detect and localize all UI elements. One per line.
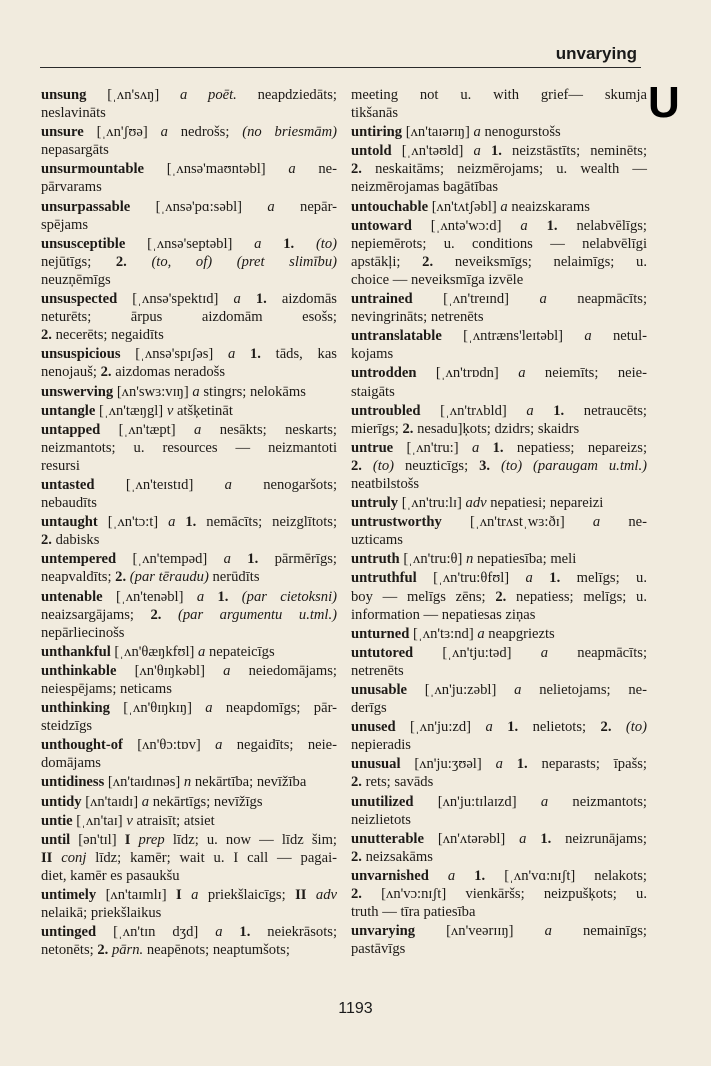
entry-continuation-line: pārvarams: [41, 179, 102, 196]
dictionary-entry: [41, 86, 337, 122]
dictionary-entry: [351, 513, 647, 549]
entry-continuation-line: neatbilstošs: [351, 475, 420, 492]
entry-line: unsung [ˌʌn'sʌŋ] a poēt. neapdziedāts;: [41, 87, 337, 103]
entry-continuation-line: domājams: [41, 755, 101, 772]
entry-continuation-line: neizmērojamas bagātības: [351, 179, 499, 196]
dictionary-entry: [41, 513, 337, 549]
dictionary-entry: [351, 644, 647, 680]
entry-continuation-line: nelaikā; priekšlaikus: [41, 905, 162, 922]
entry-continuation-line: nejūtīgs; 2. (to, of) (pret slimību): [41, 253, 337, 270]
dictionary-entry: [351, 402, 647, 438]
entry-line: untruth [ˌʌn'tru:θ] n nepatiesība; meli: [351, 551, 577, 568]
entry-line: unusual [ʌn'ju:ʒʊəl] a 1. neparasts; īpašs;: [351, 756, 647, 773]
entry-line: untouchable [ʌn'tʌtʃəbl] a neaizskarams: [351, 198, 590, 215]
entry-continuation-line: 2. (to) neuzticīgs; 3. (to) (paraugam u.tml.): [351, 457, 647, 474]
dictionary-entry: [351, 922, 647, 958]
left-column: [41, 86, 337, 960]
dictionary-entry: [41, 383, 337, 401]
entry-continuation-line: staigāts: [351, 383, 395, 400]
dictionary-entry: [351, 718, 647, 754]
entry-line: untaught [ˌʌn'tɔ:t] a 1. nemācīts; neizglītots;: [41, 514, 337, 531]
entry-continuation-line: neiespējams; neticams: [41, 681, 172, 697]
header-rule: [40, 67, 641, 68]
entry-continuation-line: nenojauš; 2. aizdomas neradošs: [41, 364, 226, 381]
entry-continuation-line: tikšanās: [351, 105, 399, 122]
entry-continuation-line: spējams: [41, 216, 89, 233]
dictionary-entry: [41, 550, 337, 586]
dictionary-entry: [41, 123, 337, 159]
dictionary-entry: [351, 198, 647, 216]
dictionary-entry: [41, 198, 337, 234]
entry-continuation-line: pastāvīgs: [351, 941, 406, 958]
dictionary-entry: [351, 681, 647, 717]
entry-continuation-line: nevingrināts; netrenēts: [351, 309, 484, 326]
entry-continuation-line: 2. [ʌn'vɔ:nɪʃt] vienkāršs; neizpušķots; u.: [351, 886, 647, 903]
entry-continuation-line: nepieradis: [351, 737, 411, 754]
entry-line: unused [ˌʌn'ju:zd] a 1. nelietots; 2. (to): [351, 719, 647, 736]
entry-continuation-line: 2. rets; savāds: [351, 774, 434, 791]
entry-continuation-line: neslavināts: [41, 105, 106, 122]
dictionary-entry: [41, 421, 337, 475]
entry-continuation-line: derīgs: [351, 700, 387, 717]
entry-line: untapped [ˌʌn'tæpt] a nesākts; neskarts;: [41, 421, 337, 438]
entry-continuation-line: truth — tīra patiesība: [351, 904, 476, 921]
entry-line: unvarying [ʌn'veərɪɪŋ] a nemainīgs;: [351, 923, 647, 940]
entry-line: unsuspicious [ˌʌnsə'spɪʃəs] a 1. tāds, kas: [41, 346, 337, 363]
dictionary-entry: [41, 402, 337, 420]
entry-continuation-line: boy — melīgs zēns; 2. nepatiess; melīgs; u.: [351, 588, 647, 605]
entry-line: unsurpassable [ˌʌnsə'pɑ:səbl] a nepār-: [41, 198, 338, 215]
entry-line: untrue [ˌʌn'tru:] a 1. nepatiess; nepareizs;: [351, 439, 647, 456]
dictionary-entry: [351, 625, 647, 643]
entry-continuation-line: nepasargāts: [41, 142, 109, 159]
dictionary-entry: [41, 773, 337, 791]
dictionary-entry: [41, 812, 337, 830]
entry-line: unthought-of [ʌn'θɔ:tɒv] a negaidīts; neie-: [41, 737, 337, 754]
dictionary-entry: [41, 886, 337, 922]
entry-continuation-line: netonēts; 2. pārn. neapēnots; neaptumšots;: [41, 942, 290, 959]
entry-line: untiring [ʌn'taɪərɪŋ] a nenogurstošs: [351, 124, 561, 141]
dictionary-entry: [351, 755, 647, 791]
entry-line: unsure [ˌʌn'ʃʊə] a nedrošs; (no briesmām): [41, 124, 337, 141]
dictionary-entry: [351, 290, 647, 326]
entry-continuation-line: neizlietots: [351, 811, 411, 828]
entry-line: untimely [ʌn'taɪmlɪ] I a priekšlaicīgs; II adv: [41, 887, 337, 904]
page-number: 1193: [338, 1000, 373, 1017]
entry-line: unutterable [ʌn'ʌtərəbl] a 1. neizrunājams;: [351, 830, 647, 847]
entry-line: unsurmountable [ˌʌnsə'maʊntəbl] a ne-: [41, 161, 337, 178]
thumb-index-letter: U: [648, 78, 680, 127]
entry-line: unsuspected [ˌʌnsə'spektɪd] a 1. aizdomās: [41, 291, 337, 308]
entry-line: untutored [ˌʌn'tju:təd] a neapmācīts;: [351, 644, 647, 661]
entry-continuation-line: information — nepatiesas ziņas: [351, 606, 536, 623]
entry-line: untrustworthy [ˌʌn'trʌstˌwɜ:ðɪ] a ne-: [351, 514, 647, 531]
dictionary-entry: [351, 494, 647, 512]
dictionary-entry: [351, 439, 647, 493]
entry-continuation-line: 2. neskaitāms; neizmērojams; u. wealth —: [351, 161, 647, 178]
entry-line: unthankful [ˌʌn'θæŋkfʊl] a nepateicīgs: [41, 643, 275, 660]
entry-line: untroubled [ˌʌn'trʌbld] a 1. netraucēts;: [351, 402, 647, 419]
entry-continuation-line: neizmantots; u. resources — neizmantoti: [41, 439, 337, 456]
dictionary-entry: [41, 793, 337, 811]
entry-continuation-line: kojams: [351, 346, 394, 363]
entry-line: unutilized [ʌn'ju:tɪlaɪzd] a neizmantots;: [351, 793, 647, 810]
entry-line: meeting not u. with grief— skumja: [351, 87, 647, 103]
dictionary-entry: [41, 160, 337, 196]
dictionary-entry: [351, 830, 647, 866]
entry-line: unthinkable [ʌn'θɪŋkəbl] a neiedomājams;: [41, 662, 337, 679]
entry-line: untie [ˌʌn'taɪ] v atraisīt; atsiet: [41, 812, 215, 829]
dictionary-entry: [41, 662, 337, 698]
entry-line: untempered [ˌʌn'tempəd] a 1. pārmērīgs;: [41, 551, 337, 568]
entry-line: untrained [ˌʌn'treɪnd] a neapmācīts;: [351, 291, 647, 308]
entry-continuation-line: nebaudīts: [41, 495, 97, 512]
dictionary-entry: [351, 123, 647, 141]
right-column: [351, 86, 647, 959]
entry-line: untinged [ˌʌn'tɪn dʒd] a 1. neiekrāsots;: [41, 924, 337, 941]
dictionary-entry: [41, 476, 337, 512]
entry-line: unthinking [ˌʌn'θɪŋkɪŋ] a neapdomīgs; pār-: [41, 700, 337, 717]
entry-continuation-line: choice — neveiksmīga izvēle: [351, 271, 524, 288]
dictionary-entry: [351, 364, 647, 400]
dictionary-entry: [351, 867, 647, 921]
entry-line: untangle [ˌʌn'tæŋgl] v atšķetināt: [41, 402, 233, 419]
entry-continuation-line: steidzīgs: [41, 718, 93, 735]
dictionary-entry: [41, 831, 337, 885]
entry-continuation-line: diet, kamēr es pasaukšu: [41, 867, 180, 884]
entry-line: untoward [ˌʌntə'wɔ:d] a 1. nelabvēlīgs;: [351, 217, 647, 234]
entry-line: untasted [ˌʌn'teɪstɪd] a nenogaršots;: [41, 476, 337, 493]
entry-line: untruthful [ˌʌn'tru:θfʊl] a 1. melīgs; u.: [351, 570, 648, 587]
dictionary-entry: [41, 736, 337, 772]
dictionary-entry: [41, 235, 337, 289]
entry-continuation-line: neuzņēmīgs: [41, 271, 111, 288]
entry-line: until [ən'tɪl] I prep līdz; u. now — līdz šim;: [41, 831, 337, 848]
dictionary-entry: [351, 142, 647, 196]
entry-line: unturned [ˌʌn'tɜ:nd] a neapgriezts: [351, 625, 555, 642]
dictionary-entry: [41, 923, 337, 959]
entry-line: untidiness [ʌn'taɪdɪnəs] n nekārtība; nevīžība: [41, 774, 307, 791]
entry-line: unusable [ˌʌn'ju:zəbl] a nelietojams; ne-: [351, 682, 648, 698]
entry-line: unsusceptible [ˌʌnsə'septəbl] a 1. (to): [41, 235, 338, 252]
dictionary-entry: [41, 588, 337, 642]
dictionary-entry: [351, 550, 647, 568]
entry-continuation-line: apstākļi; 2. neveiksmīgs; nelaimīgs; u.: [351, 253, 647, 270]
entry-continuation-line: mierīgs; 2. nesadu]ķots; dzidrs; skaidrs: [351, 420, 580, 437]
entry-line: unswerving [ʌn'swɜ:vɪŋ] a stingrs; nelokāms: [41, 383, 306, 400]
entry-continuation-line: II conj līdz; kamēr; wait u. I call — pagai-: [41, 849, 337, 866]
entry-line: untrodden [ˌʌn'trɒdn] a neiemīts; neie-: [351, 365, 647, 382]
dictionary-entry: [351, 217, 647, 289]
entry-continuation-line: nepārliecinošs: [41, 624, 125, 641]
dictionary-entry: [351, 569, 647, 623]
entry-line: untruly [ˌʌn'tru:lɪ] adv nepatiesi; nepareizi: [351, 495, 604, 512]
dictionary-entry: [41, 345, 337, 381]
dictionary-entry: [351, 86, 647, 122]
dictionary-entry: [351, 793, 647, 829]
entry-continuation-line: neaizsargājams; 2. (par argumentu u.tml.): [41, 606, 337, 623]
entry-continuation-line: 2. necerēts; negaidīts: [41, 327, 164, 344]
entry-continuation-line: neapvaldīts; 2. (par tēraudu) nerūdīts: [41, 569, 260, 586]
entry-continuation-line: neturēts; ārpus aizdomām esošs;: [41, 309, 337, 326]
dictionary-entry: [41, 699, 337, 735]
entry-continuation-line: uzticams: [351, 532, 403, 549]
entry-line: untidy [ʌn'taɪdɪ] a nekārtīgs; nevīžīgs: [41, 793, 263, 810]
entry-continuation-line: 2. neizsakāms: [351, 848, 433, 865]
entry-line: unvarnished a 1. [ˌʌn'vɑ:nɪʃt] nelakots;: [351, 867, 647, 884]
entry-continuation-line: resursi: [41, 457, 80, 474]
entry-line: untenable [ˌʌn'tenəbl] a 1. (par cietoksni): [41, 588, 337, 605]
dictionary-entry: [41, 290, 337, 344]
entry-line: untranslatable [ˌʌntræns'leɪtəbl] a netul-: [351, 328, 647, 345]
entry-line: untold [ˌʌn'təʊld] a 1. neizstāstīts; neminēts;: [351, 143, 647, 160]
dictionary-entry: [351, 327, 647, 363]
entry-continuation-line: netrenēts: [351, 662, 404, 679]
entry-continuation-line: 2. dabisks: [41, 532, 100, 549]
entry-continuation-line: nepiemērots; u. conditions — nelabvēlīgi: [351, 235, 647, 252]
dictionary-entry: [41, 643, 337, 661]
guide-word: unvarying: [555, 44, 637, 63]
